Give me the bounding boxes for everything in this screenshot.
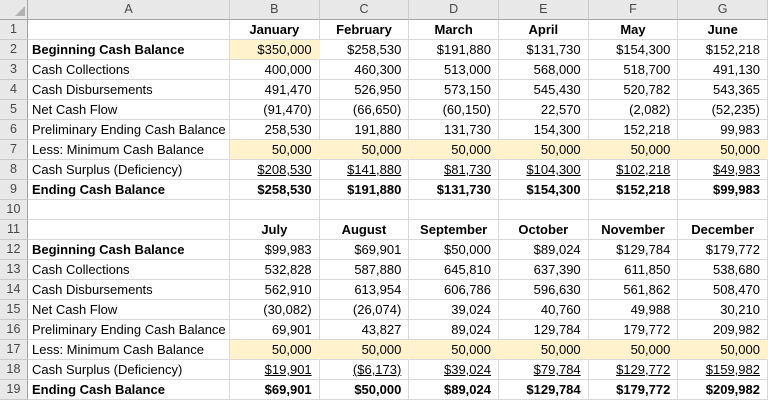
cell-F10[interactable] bbox=[589, 200, 679, 220]
cell-F9[interactable]: $152,218 bbox=[589, 180, 679, 200]
cell-G14[interactable]: 508,470 bbox=[678, 280, 768, 300]
cell-E15[interactable]: 40,760 bbox=[499, 300, 589, 320]
cell-F11[interactable]: November bbox=[589, 220, 679, 240]
cell-B2[interactable]: $350,000 bbox=[230, 40, 320, 60]
cell-A1[interactable] bbox=[28, 20, 230, 40]
row-header-1[interactable]: 1 bbox=[0, 20, 28, 40]
cell-B13[interactable]: 532,828 bbox=[230, 260, 320, 280]
column-header-A[interactable]: A bbox=[28, 0, 230, 20]
cell-D19[interactable]: $89,024 bbox=[409, 380, 499, 400]
cell-C4[interactable]: 526,950 bbox=[320, 80, 410, 100]
cell-D9[interactable]: $131,730 bbox=[409, 180, 499, 200]
row-header-18[interactable]: 18 bbox=[0, 360, 28, 380]
cell-B4[interactable]: 491,470 bbox=[230, 80, 320, 100]
select-all-button[interactable] bbox=[0, 0, 28, 20]
cell-D13[interactable]: 645,810 bbox=[409, 260, 499, 280]
cell-G11[interactable]: December bbox=[678, 220, 768, 240]
cell-D7[interactable]: 50,000 bbox=[409, 140, 499, 160]
cell-D14[interactable]: 606,786 bbox=[409, 280, 499, 300]
cell-G15[interactable]: 30,210 bbox=[678, 300, 768, 320]
cell-A5[interactable]: Net Cash Flow bbox=[28, 100, 230, 120]
row-header-7[interactable]: 7 bbox=[0, 140, 28, 160]
cell-G6[interactable]: 99,983 bbox=[678, 120, 768, 140]
row-header-10[interactable]: 10 bbox=[0, 200, 28, 220]
cell-C5[interactable]: (66,650) bbox=[320, 100, 410, 120]
cell-A18[interactable]: Cash Surplus (Deficiency) bbox=[28, 360, 230, 380]
cell-A15[interactable]: Net Cash Flow bbox=[28, 300, 230, 320]
cell-A13[interactable]: Cash Collections bbox=[28, 260, 230, 280]
cell-F17[interactable]: 50,000 bbox=[589, 340, 679, 360]
cell-F13[interactable]: 611,850 bbox=[589, 260, 679, 280]
cell-B3[interactable]: 400,000 bbox=[230, 60, 320, 80]
cell-B17[interactable]: 50,000 bbox=[230, 340, 320, 360]
cell-G13[interactable]: 538,680 bbox=[678, 260, 768, 280]
cell-G12[interactable]: $179,772 bbox=[678, 240, 768, 260]
cell-B11[interactable]: July bbox=[230, 220, 320, 240]
cell-E9[interactable]: $154,300 bbox=[499, 180, 589, 200]
row-header-14[interactable]: 14 bbox=[0, 280, 28, 300]
cell-G4[interactable]: 543,365 bbox=[678, 80, 768, 100]
row-header-8[interactable]: 8 bbox=[0, 160, 28, 180]
cell-E17[interactable]: 50,000 bbox=[499, 340, 589, 360]
cell-F1[interactable]: May bbox=[589, 20, 679, 40]
row-header-19[interactable]: 19 bbox=[0, 380, 28, 400]
cell-B19[interactable]: $69,901 bbox=[230, 380, 320, 400]
cell-B14[interactable]: 562,910 bbox=[230, 280, 320, 300]
cell-F3[interactable]: 518,700 bbox=[589, 60, 679, 80]
row-header-5[interactable]: 5 bbox=[0, 100, 28, 120]
cell-F12[interactable]: $129,784 bbox=[589, 240, 679, 260]
cell-C16[interactable]: 43,827 bbox=[320, 320, 410, 340]
cell-D10[interactable] bbox=[409, 200, 499, 220]
row-header-11[interactable]: 11 bbox=[0, 220, 28, 240]
cell-E3[interactable]: 568,000 bbox=[499, 60, 589, 80]
cell-C18[interactable]: ($6,173) bbox=[320, 360, 410, 380]
cell-C10[interactable] bbox=[320, 200, 410, 220]
row-header-2[interactable]: 2 bbox=[0, 40, 28, 60]
cell-D17[interactable]: 50,000 bbox=[409, 340, 499, 360]
cell-D8[interactable]: $81,730 bbox=[409, 160, 499, 180]
column-header-B[interactable]: B bbox=[230, 0, 320, 20]
row-header-12[interactable]: 12 bbox=[0, 240, 28, 260]
cell-B15[interactable]: (30,082) bbox=[230, 300, 320, 320]
column-header-G[interactable]: G bbox=[678, 0, 768, 20]
cell-A4[interactable]: Cash Disbursements bbox=[28, 80, 230, 100]
cell-A9[interactable]: Ending Cash Balance bbox=[28, 180, 230, 200]
cell-B16[interactable]: 69,901 bbox=[230, 320, 320, 340]
cell-D2[interactable]: $191,880 bbox=[409, 40, 499, 60]
cell-F5[interactable]: (2,082) bbox=[589, 100, 679, 120]
cell-G10[interactable] bbox=[678, 200, 768, 220]
row-header-4[interactable]: 4 bbox=[0, 80, 28, 100]
cell-C3[interactable]: 460,300 bbox=[320, 60, 410, 80]
cell-D16[interactable]: 89,024 bbox=[409, 320, 499, 340]
cell-G16[interactable]: 209,982 bbox=[678, 320, 768, 340]
cell-D6[interactable]: 131,730 bbox=[409, 120, 499, 140]
cell-C9[interactable]: $191,880 bbox=[320, 180, 410, 200]
cell-A7[interactable]: Less: Minimum Cash Balance bbox=[28, 140, 230, 160]
cell-B10[interactable] bbox=[230, 200, 320, 220]
cell-A11[interactable] bbox=[28, 220, 230, 240]
cell-D5[interactable]: (60,150) bbox=[409, 100, 499, 120]
cell-F7[interactable]: 50,000 bbox=[589, 140, 679, 160]
cell-E7[interactable]: 50,000 bbox=[499, 140, 589, 160]
cell-G1[interactable]: June bbox=[678, 20, 768, 40]
cell-F14[interactable]: 561,862 bbox=[589, 280, 679, 300]
cell-D3[interactable]: 513,000 bbox=[409, 60, 499, 80]
cell-C12[interactable]: $69,901 bbox=[320, 240, 410, 260]
cell-E8[interactable]: $104,300 bbox=[499, 160, 589, 180]
select-all-icon bbox=[15, 6, 25, 16]
cell-E18[interactable]: $79,784 bbox=[499, 360, 589, 380]
cell-B5[interactable]: (91,470) bbox=[230, 100, 320, 120]
cell-D12[interactable]: $50,000 bbox=[409, 240, 499, 260]
cell-C15[interactable]: (26,074) bbox=[320, 300, 410, 320]
cell-E11[interactable]: October bbox=[499, 220, 589, 240]
cell-G18[interactable]: $159,982 bbox=[678, 360, 768, 380]
column-header-F[interactable]: F bbox=[589, 0, 679, 20]
cell-B1[interactable]: January bbox=[230, 20, 320, 40]
cell-C2[interactable]: $258,530 bbox=[320, 40, 410, 60]
row-header-3[interactable]: 3 bbox=[0, 60, 28, 80]
row-header-9[interactable]: 9 bbox=[0, 180, 28, 200]
cell-B7[interactable]: 50,000 bbox=[230, 140, 320, 160]
cell-G3[interactable]: 491,130 bbox=[678, 60, 768, 80]
cell-B8[interactable]: $208,530 bbox=[230, 160, 320, 180]
cell-F15[interactable]: 49,988 bbox=[589, 300, 679, 320]
column-header-D[interactable]: D bbox=[409, 0, 499, 20]
cell-A17[interactable]: Less: Minimum Cash Balance bbox=[28, 340, 230, 360]
row-header-6[interactable]: 6 bbox=[0, 120, 28, 140]
column-header-C[interactable]: C bbox=[320, 0, 410, 20]
cell-A16[interactable]: Preliminary Ending Cash Balance bbox=[28, 320, 230, 340]
cell-F19[interactable]: $179,772 bbox=[589, 380, 679, 400]
cell-A10[interactable] bbox=[28, 200, 230, 220]
cell-A12[interactable]: Beginning Cash Balance bbox=[28, 240, 230, 260]
cell-C7[interactable]: 50,000 bbox=[320, 140, 410, 160]
cell-E1[interactable]: April bbox=[499, 20, 589, 40]
cell-G9[interactable]: $99,983 bbox=[678, 180, 768, 200]
cell-D1[interactable]: March bbox=[409, 20, 499, 40]
cell-A14[interactable]: Cash Disbursements bbox=[28, 280, 230, 300]
cell-F4[interactable]: 520,782 bbox=[589, 80, 679, 100]
cell-F18[interactable]: $129,772 bbox=[589, 360, 679, 380]
cell-E19[interactable]: $129,784 bbox=[499, 380, 589, 400]
cell-G2[interactable]: $152,218 bbox=[678, 40, 768, 60]
cell-A19[interactable]: Ending Cash Balance bbox=[28, 380, 230, 400]
cell-G7[interactable]: 50,000 bbox=[678, 140, 768, 160]
cell-B6[interactable]: 258,530 bbox=[230, 120, 320, 140]
row-header-17[interactable]: 17 bbox=[0, 340, 28, 360]
cell-F8[interactable]: $102,218 bbox=[589, 160, 679, 180]
cell-E2[interactable]: $131,730 bbox=[499, 40, 589, 60]
cell-F6[interactable]: 152,218 bbox=[589, 120, 679, 140]
cell-E10[interactable] bbox=[499, 200, 589, 220]
cell-B9[interactable]: $258,530 bbox=[230, 180, 320, 200]
cell-C14[interactable]: 613,954 bbox=[320, 280, 410, 300]
cell-E5[interactable]: 22,570 bbox=[499, 100, 589, 120]
cell-D11[interactable]: September bbox=[409, 220, 499, 240]
cell-C6[interactable]: 191,880 bbox=[320, 120, 410, 140]
cell-C13[interactable]: 587,880 bbox=[320, 260, 410, 280]
cell-E16[interactable]: 129,784 bbox=[499, 320, 589, 340]
cell-G19[interactable]: $209,982 bbox=[678, 380, 768, 400]
column-header-E[interactable]: E bbox=[499, 0, 589, 20]
cell-C1[interactable]: February bbox=[320, 20, 410, 40]
cell-C17[interactable]: 50,000 bbox=[320, 340, 410, 360]
cell-B18[interactable]: $19,901 bbox=[230, 360, 320, 380]
cell-A8[interactable]: Cash Surplus (Deficiency) bbox=[28, 160, 230, 180]
cell-E12[interactable]: $89,024 bbox=[499, 240, 589, 260]
cell-B12[interactable]: $99,983 bbox=[230, 240, 320, 260]
cell-D18[interactable]: $39,024 bbox=[409, 360, 499, 380]
cell-C19[interactable]: $50,000 bbox=[320, 380, 410, 400]
cell-G17[interactable]: 50,000 bbox=[678, 340, 768, 360]
row-header-13[interactable]: 13 bbox=[0, 260, 28, 280]
row-header-16[interactable]: 16 bbox=[0, 320, 28, 340]
cell-A6[interactable]: Preliminary Ending Cash Balance bbox=[28, 120, 230, 140]
cell-G5[interactable]: (52,235) bbox=[678, 100, 768, 120]
cell-C11[interactable]: August bbox=[320, 220, 410, 240]
cell-E14[interactable]: 596,630 bbox=[499, 280, 589, 300]
cell-A3[interactable]: Cash Collections bbox=[28, 60, 230, 80]
cell-C8[interactable]: $141,880 bbox=[320, 160, 410, 180]
cell-E6[interactable]: 154,300 bbox=[499, 120, 589, 140]
cell-E13[interactable]: 637,390 bbox=[499, 260, 589, 280]
cell-E4[interactable]: 545,430 bbox=[499, 80, 589, 100]
cell-D4[interactable]: 573,150 bbox=[409, 80, 499, 100]
cell-F2[interactable]: $154,300 bbox=[589, 40, 679, 60]
cell-A2[interactable]: Beginning Cash Balance bbox=[28, 40, 230, 60]
cell-D15[interactable]: 39,024 bbox=[409, 300, 499, 320]
row-header-15[interactable]: 15 bbox=[0, 300, 28, 320]
cell-G8[interactable]: $49,983 bbox=[678, 160, 768, 180]
cell-F16[interactable]: 179,772 bbox=[589, 320, 679, 340]
